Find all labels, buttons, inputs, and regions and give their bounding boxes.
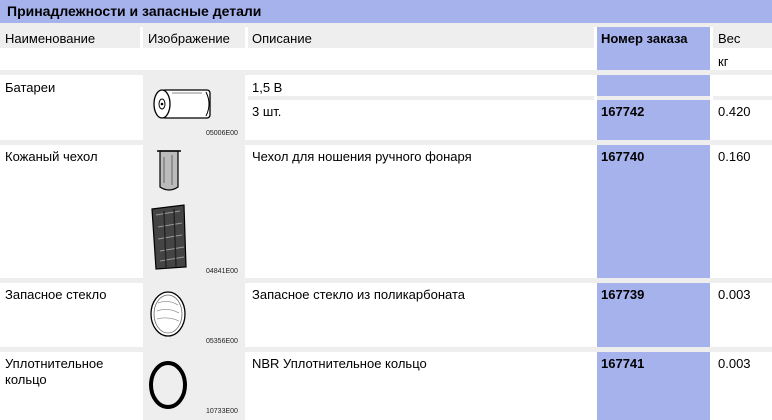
order-number: 167740	[601, 149, 645, 164]
column-header-weight: Вес	[718, 31, 741, 46]
item-name: Батареи	[5, 80, 56, 95]
column-header-image: Изображение	[148, 31, 230, 46]
column-header-weight-unit: кг	[718, 54, 729, 69]
leather-case-image	[146, 147, 194, 271]
column-header-name: Наименование	[5, 31, 96, 46]
order-number: 167742	[601, 104, 645, 119]
item-description: NBR Уплотнительное кольцо	[252, 356, 427, 371]
item-weight: 0.420	[718, 104, 751, 119]
item-name: Кожаный чехол	[5, 149, 98, 164]
item-name: Запасное стекло	[5, 287, 107, 302]
image-code: 05356E00	[206, 338, 238, 345]
order-number: 167739	[601, 287, 645, 302]
image-code: 05006E00	[206, 130, 238, 137]
spare-glass-image	[148, 289, 188, 339]
item-description: 1,5 В	[252, 80, 283, 95]
item-description: Запасное стекло из поликарбоната	[252, 287, 465, 302]
battery-image	[148, 84, 216, 126]
column-header-order-number: Номер заказа	[601, 31, 688, 46]
item-description-quantity: 3 шт.	[252, 104, 282, 119]
order-number: 167741	[601, 356, 645, 371]
item-weight: 0.003	[718, 287, 751, 302]
column-header-description: Описание	[252, 31, 312, 46]
item-name-line1: Уплотнительное	[5, 356, 104, 371]
item-weight: 0.160	[718, 149, 751, 164]
item-weight: 0.003	[718, 356, 751, 371]
item-name-line2: кольцо	[5, 372, 47, 387]
item-description: Чехол для ношения ручного фонаря	[252, 149, 472, 164]
image-code: 04841E00	[206, 268, 238, 275]
image-code: 10733E00	[206, 408, 238, 415]
table-title: Принадлежности и запасные детали	[0, 0, 772, 23]
sealing-ring-image	[146, 358, 192, 412]
